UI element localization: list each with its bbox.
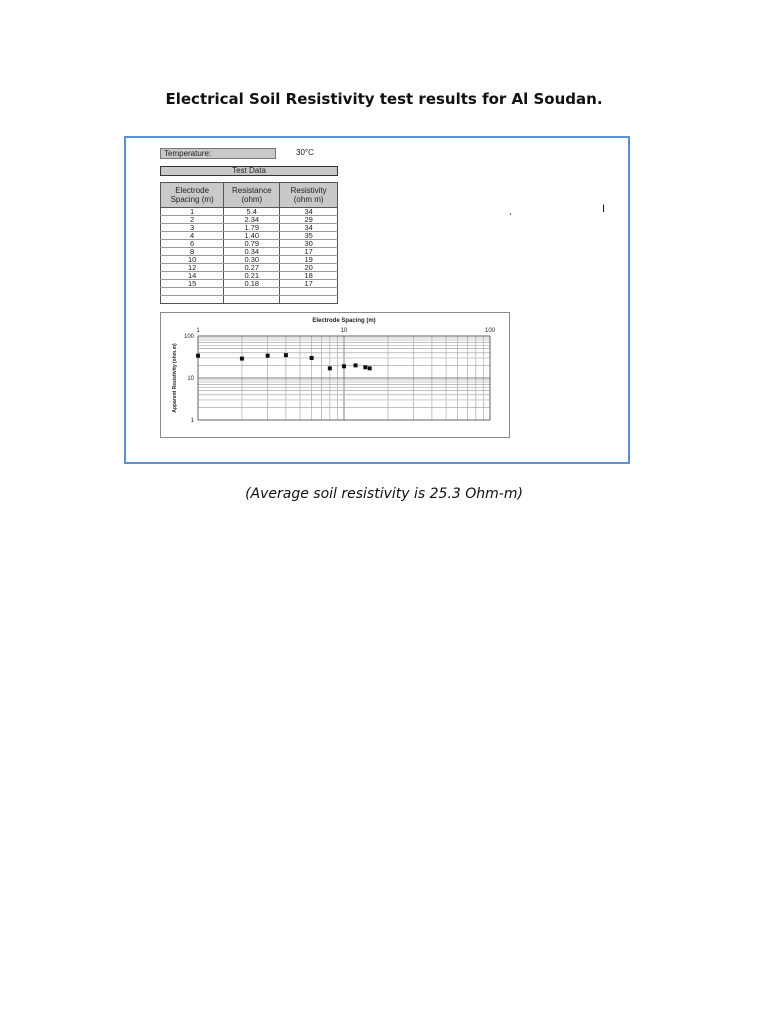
x-tick-label: 10 xyxy=(340,328,348,334)
column-header-resistivity: Resistivity (ohm m) xyxy=(280,183,338,208)
cell-spacing: 2 xyxy=(161,216,224,224)
cell-resistivity xyxy=(280,288,338,296)
cell-resistivity: 35 xyxy=(280,232,338,240)
data-point xyxy=(328,366,332,370)
cell-resistivity: 29 xyxy=(280,216,338,224)
chart-title: Electrode Spacing (m) xyxy=(312,318,376,324)
data-point xyxy=(284,353,288,357)
data-point xyxy=(342,364,346,368)
cell-resistance: 0.34 xyxy=(224,248,280,256)
cell-resistivity: 17 xyxy=(280,248,338,256)
cell-resistance: 0.79 xyxy=(224,240,280,248)
cell-spacing: 10 xyxy=(161,256,224,264)
cell-resistivity: 17 xyxy=(280,280,338,288)
cell-resistance xyxy=(224,296,280,304)
y-tick-label: 10 xyxy=(187,376,194,382)
resistivity-chart xyxy=(160,312,510,438)
figure-caption: (Average soil resistivity is 25.3 Ohm-m) xyxy=(245,486,523,502)
x-tick-label: 100 xyxy=(484,328,496,334)
cell-resistivity xyxy=(280,296,338,304)
scan-speck xyxy=(510,213,511,215)
column-header-spacing: Electrode Spacing (m) xyxy=(161,183,224,208)
test-data-table xyxy=(160,182,338,304)
cell-spacing: 15 xyxy=(161,280,224,288)
y-tick-label: 1 xyxy=(190,418,194,424)
cell-resistance: 2.34 xyxy=(224,216,280,224)
test-data-header: Test Data xyxy=(160,166,338,176)
cell-resistance: 0.30 xyxy=(224,256,280,264)
cell-resistivity: 34 xyxy=(280,208,338,216)
cell-resistivity: 20 xyxy=(280,264,338,272)
table-row xyxy=(161,296,338,304)
data-point xyxy=(363,365,367,369)
data-point xyxy=(266,354,270,358)
table-row xyxy=(161,280,338,288)
cell-resistance: 0.18 xyxy=(224,280,280,288)
cell-resistance xyxy=(224,288,280,296)
cell-spacing xyxy=(161,296,224,304)
cell-resistivity: 30 xyxy=(280,240,338,248)
cell-spacing: 4 xyxy=(161,232,224,240)
chart-outer-frame xyxy=(161,313,510,438)
temperature-value: 30°C xyxy=(296,148,314,157)
table-body xyxy=(161,208,338,304)
cell-spacing: 6 xyxy=(161,240,224,248)
cell-resistance: 5.4 xyxy=(224,208,280,216)
cell-resistance: 0.21 xyxy=(224,272,280,280)
document-title: Electrical Soil Resistivity test results for Al Soudan. xyxy=(165,90,603,108)
cell-spacing: 1 xyxy=(161,208,224,216)
temperature-label: Temperature: xyxy=(160,148,276,159)
cell-resistance: 1.79 xyxy=(224,224,280,232)
cell-resistivity: 34 xyxy=(280,224,338,232)
cell-spacing: 12 xyxy=(161,264,224,272)
data-point xyxy=(354,363,358,367)
cell-spacing xyxy=(161,288,224,296)
y-tick-label: 100 xyxy=(183,334,194,340)
table-header-row xyxy=(161,183,338,208)
data-point xyxy=(196,354,200,358)
column-header-resistance: Resistance (ohm) xyxy=(224,183,280,208)
cell-spacing: 8 xyxy=(161,248,224,256)
cell-resistance: 0.27 xyxy=(224,264,280,272)
cell-spacing: 14 xyxy=(161,272,224,280)
cell-resistivity: 18 xyxy=(280,272,338,280)
stray-mark: I xyxy=(602,203,606,215)
data-point xyxy=(368,366,372,370)
table-row xyxy=(161,288,338,296)
y-axis-label: Apparent Resistivity (ohm.m) xyxy=(172,343,178,413)
data-point xyxy=(310,356,314,360)
cell-resistance: 1.40 xyxy=(224,232,280,240)
cell-spacing: 3 xyxy=(161,224,224,232)
data-point xyxy=(240,357,244,361)
x-tick-label: 1 xyxy=(196,328,200,334)
cell-resistivity: 19 xyxy=(280,256,338,264)
